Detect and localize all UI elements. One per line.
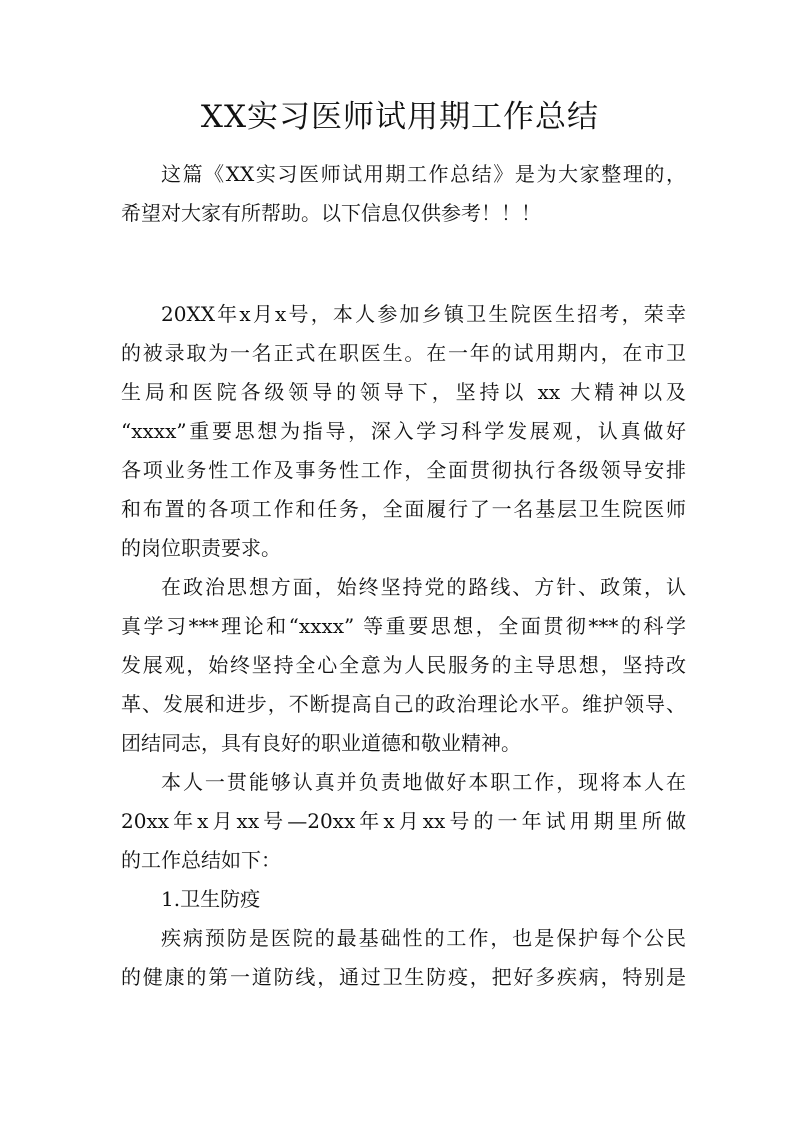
section-heading: 1.卫生防疫 — [161, 887, 261, 911]
paragraph-line: 的工作总结如下： — [121, 848, 281, 872]
intro-line: 希望对大家有所帮助。以下信息仅供参考！！！ — [121, 201, 541, 225]
paragraph-line: 20xx年x月xx号—20xx年x月xx号的一年试用期里所做 — [121, 809, 686, 833]
paragraph-line: 生局和医院各级领导的领导下，坚持以 xx 大精神以及 — [121, 380, 686, 404]
document-body — [121, 155, 686, 997]
paragraph-line: 疾病预防是医院的最基础性的工作，也是保护每个公民 — [161, 926, 686, 950]
paragraph-line: 20XX年x月x号，本人参加乡镇卫生院医生招考，荣幸 — [161, 302, 686, 326]
paragraph-line: 团结同志，具有良好的职业道德和敬业精神。 — [121, 731, 521, 755]
paragraph-line: 的健康的第一道防线，通过卫生防疫，把好多疾病，特别是 — [121, 965, 686, 989]
paragraph-line: 的岗位职责要求。 — [121, 536, 281, 560]
paragraph-gap — [121, 233, 686, 295]
paragraph-line: 和布置的各项工作和任务，全面履行了一名基层卫生院医师 — [121, 497, 686, 521]
intro-line: 这篇《XX实习医师试用期工作总结》是为大家整理的， — [161, 162, 686, 186]
paragraph-line: 的被录取为一名正式在职医生。在一年的试用期内，在市卫 — [121, 341, 686, 365]
paragraph-line: 在政治思想方面，始终坚持党的路线、方针、政策，认 — [161, 575, 686, 599]
paragraph-line: “xxxx”重要思想为指导，深入学习科学发展观，认真做好 — [121, 419, 686, 443]
paragraph-line: 发展观，始终坚持全心全意为人民服务的主导思想，坚持改 — [121, 653, 686, 677]
paragraph-line: 本人一贯能够认真并负责地做好本职工作，现将本人在 — [161, 770, 686, 794]
paragraph-line: 各项业务性工作及事务性工作，全面贯彻执行各级领导安排 — [121, 458, 686, 482]
paragraph-line: 真学习***理论和“xxxx” 等重要思想，全面贯彻***的科学 — [121, 614, 686, 638]
paragraph-line: 革、发展和进步，不断提高自己的政治理论水平。维护领导、 — [121, 692, 686, 716]
document-title: XX实习医师试用期工作总结 — [200, 99, 600, 135]
